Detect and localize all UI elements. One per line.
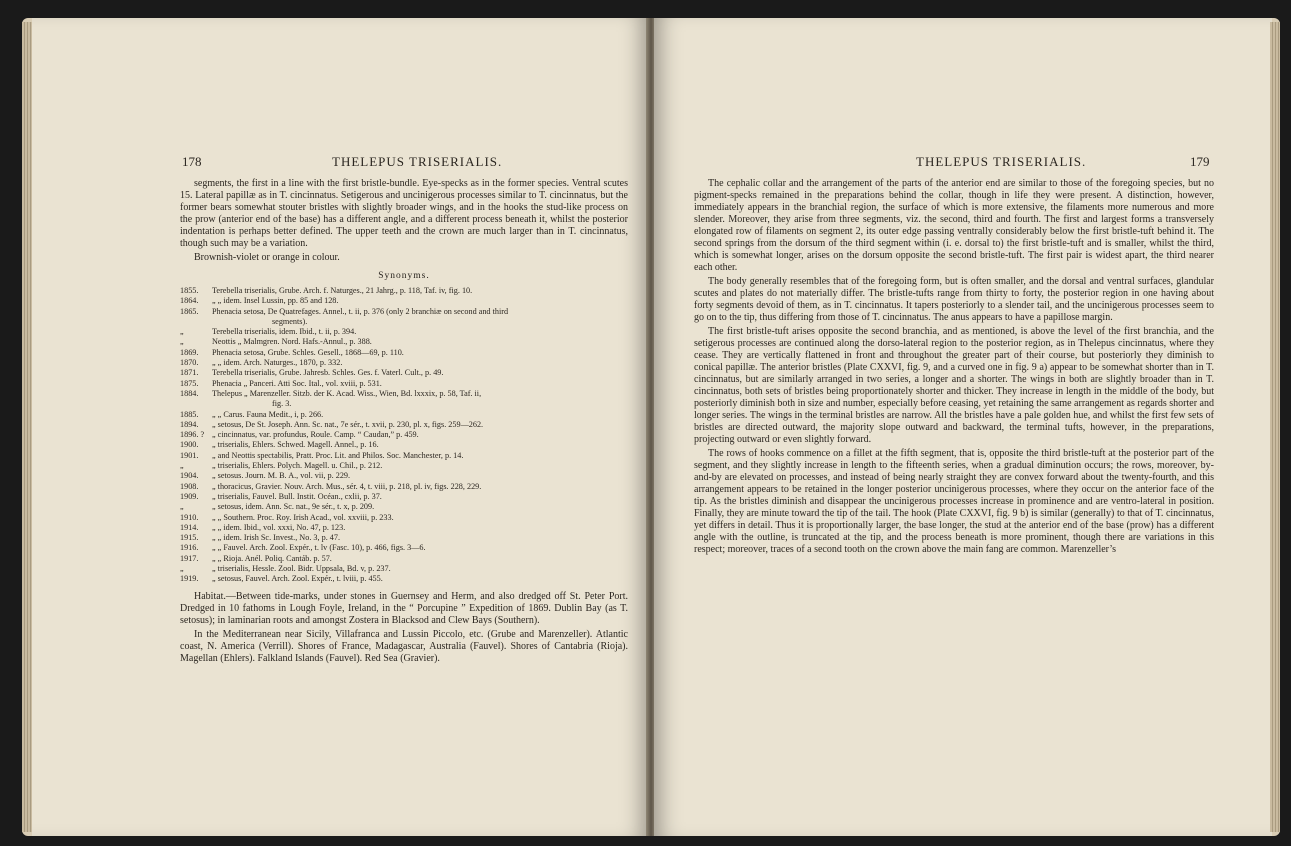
synonym-entry bbox=[180, 317, 628, 327]
left-running-head: THELEPUS TRISERIALIS. bbox=[332, 154, 503, 169]
synonym-citation: „ triserialis, Fauvel. Bull. Instit. Océan., cxlii, p. 37. bbox=[212, 491, 382, 501]
right-running-head: THELEPUS TRISERIALIS. bbox=[916, 154, 1087, 169]
synonym-year: 1865. bbox=[180, 306, 199, 316]
habitat-paragraph: In the Mediterranean near Sicily, Villafranca and Lussin Piccolo, etc. (Grube and Marenzeller). Atlantic coast, N. America (Verrill). Shores of France, Madagascar, Australia (Fauvel). Shores of Cantabria (Rioja). Magellan (Ehlers). Falkland Islands (Fauvel). Red Sea (Gravier). bbox=[180, 628, 628, 664]
synonym-citation: „ „ Rioja. Anél. Poliq. Cantáb. p. 57. bbox=[212, 553, 332, 563]
synonym-year: 1914. bbox=[180, 522, 199, 532]
synonym-entry bbox=[180, 430, 628, 440]
synonym-year: „ bbox=[180, 461, 184, 471]
body-paragraph: The rows of hooks commence on a fillet at the fifth segment, that is, opposite the third bristle-tuft at the posterior part of the segment, and they slightly increase in length to the fifteenth series, when a gradual diminution occurs; the rows, moreover, by-and-by are elevated on processes, and instead of being nearly straight they are convex forward about the twenty-fourth, and this arrangement appears to be retained in the longer posterior uncinigerous processes, where they occur on the anterior face of the tip. As the bristles diminish and disappear the uncinigerous processes increase in prominence and are ventro-lateral in position. Finally, they are minute toward the tip of the tail. The hook (Plate CXXVI, fig. 9 b) is similar (generally) to that of T. cincinnatus, yet differs in detail. Thus it is proportionally larger, the base longer, the stud at the anterior end of the base (prow) has a different angle with the outline, is truncated at the tip, and the process beneath is more prominent, though there are variations in this respect; moreover, traces of a second tooth on the crown above the main fang are common. Marenzeller’s bbox=[694, 448, 1214, 555]
synonym-entry bbox=[180, 307, 628, 317]
synonym-year: 1894. bbox=[180, 419, 199, 429]
synonym-year: 1855. bbox=[180, 286, 199, 295]
right-text-block bbox=[694, 178, 1214, 558]
synonym-entry bbox=[180, 420, 628, 430]
synonym-citation: Terebella triserialis, idem. Ibid., t. ii, p. 394. bbox=[212, 327, 357, 337]
synonym-entry bbox=[180, 296, 628, 306]
synonym-entry bbox=[180, 399, 628, 409]
synonym-citation: „ and Neottis spectabilis, Pratt. Proc. Lit. and Philos. Soc. Manchester, p. 14. bbox=[212, 450, 464, 460]
synonym-year: „ bbox=[180, 564, 184, 574]
synonym-citation: „ „ idem. Arch. Naturges., 1870, p. 332. bbox=[212, 358, 343, 368]
synonym-citation: „ setosus, idem. Ann. Sc. nat., 9e sér., t. x, p. 209. bbox=[212, 502, 375, 512]
synonym-entry bbox=[180, 348, 628, 358]
synonym-year: 1915. bbox=[180, 533, 199, 543]
synonym-year: „ bbox=[180, 337, 184, 347]
habitat-section bbox=[180, 591, 628, 665]
body-paragraph: The body generally resembles that of the foregoing form, but is often smaller, and the dorsal and ventral surfaces, glandular scutes and plates do not materially differ. The bristle-tufts range from thirty to forty, the posterior region in one having about forty segments devoid of them, as in T. cincinnatus. It tapers posteriorly to a slender tail, and the uncinigerous processes seem to go on to the tip, thus differing from those of T. cincinnatus. The anus appears to have a papillose margin. bbox=[694, 276, 1214, 323]
synonym-year bbox=[180, 317, 212, 327]
synonym-citation: „ setosus, Fauvel. Arch. Zool. Expér., t. lviii, p. 455. bbox=[212, 574, 383, 584]
synonym-year: „ bbox=[180, 327, 184, 337]
left-intro bbox=[180, 178, 628, 264]
synonym-citation: Thelepus „ Marenzeller. Sitzb. der K. Acad. Wiss., Wien, Bd. lxxxix, p. 58, Taf. ii, bbox=[212, 388, 482, 398]
synonym-year: 1908. bbox=[180, 481, 199, 491]
synonym-citation: „ „ Carus. Fauna Medit., i, p. 266. bbox=[212, 409, 324, 419]
synonym-entry bbox=[180, 502, 628, 512]
right-page bbox=[654, 18, 1272, 836]
synonym-entry bbox=[180, 471, 628, 481]
synonym-entry bbox=[180, 543, 628, 553]
synonym-entry bbox=[180, 513, 628, 523]
synonym-citation: „ „ idem. Irish Sc. Invest., No. 3, p. 47. bbox=[212, 533, 341, 543]
synonym-citation: „ triserialis, Ehlers. Schwed. Magell. Annel., p. 16. bbox=[212, 440, 379, 450]
synonym-citation: Neottis „ Malmgren. Nord. Hafs.-Annul., p. 388. bbox=[212, 337, 372, 347]
synonym-year: 1896. ? bbox=[180, 430, 205, 440]
synonym-entry bbox=[180, 451, 628, 461]
synonym-citation: Terebella triserialis, Grube. Arch. f. Naturges., 21 Jahrg., p. 118, Taf. iv, fig. 10. bbox=[212, 286, 473, 295]
synonym-entry bbox=[180, 554, 628, 564]
synonym-citation: „ triserialis, Hessle. Zool. Bidr. Uppsala, Bd. v, p. 237. bbox=[212, 564, 391, 574]
synonym-year: 1884. bbox=[180, 388, 199, 398]
left-page-number: 178 bbox=[182, 154, 202, 169]
synonym-list bbox=[180, 286, 628, 585]
open-book bbox=[22, 18, 1280, 836]
synonym-entry bbox=[180, 358, 628, 368]
synonym-entry bbox=[180, 368, 628, 378]
synonym-entry bbox=[180, 492, 628, 502]
synonym-year: 1885. bbox=[180, 409, 199, 419]
synonym-entry bbox=[180, 379, 628, 389]
synonym-year: 1909. bbox=[180, 491, 199, 501]
body-paragraph: The first bristle-tuft arises opposite the second branchia, and as mentioned, is above the level of the first branchia, and the setigerous processes are continued along the dorso-lateral region to the posterior region, as in Thelepus cincinnatus, where they cease. They are vertically flattened in front and throughout the greater part of their course, but posteriorly they diminish to conical papillæ. The anterior bristles (Plate CXXVI, fig. 9, and a curved one in fig. 9 a) appear to be somewhat shorter than in T. cincinnatus, but are similarly arranged in two series, a longer and a shorter. The wings in both are slightly broader than in T. cincinnatus, both sets of bristles being proportionately shorter and thicker. They increase in length in the middle of the body, but posteriorly diminish both in size and number, especially before ceasing, yet retaining the same arrangement as regards shorter and longer series. The wings in the terminal bristles are narrow. All the bristles have a pale golden hue, and whilst the first few sets of bristles are directed outward, the majority slope outward and backward, the terminal tufts, however, in the preparations, projecting outward or even slightly forward. bbox=[694, 326, 1214, 445]
synonym-year: 1870. bbox=[180, 358, 199, 368]
synonym-citation: Phenacia setosa, De Quatrefages. Annel., t. ii, p. 376 (only 2 branchiæ on second and third bbox=[212, 306, 509, 316]
synonym-citation: Phenacia „ Panceri. Atti Soc. Ital., vol. xviii, p. 531. bbox=[212, 378, 382, 388]
right-page-number: 179 bbox=[1190, 154, 1210, 169]
body-paragraph: The cephalic collar and the arrangement of the parts of the anterior end are similar to those of the foregoing species, but no pigment-specks remained in the preparations behind the collar, though in life they were present. A distinction, however, immediately appears in the branchial region, the surface of which is more extensive, the filaments more numerous and more slender. Moreover, they arise from three segments, viz. the second, third and fourth. The first and largest forms a transversely elongated row of filaments on segment 2, its outer edge passing ventrally considerably below the first bristle-tuft behind it. The second springs from the dorsum of the third segment within (i. e. dorsal to) the first bristle-tuft and is smaller, whilst the third, which is somewhat longer, arises on the dorsum opposite the second bristle-tuft. The first pair is widest apart, the third nearer each other. bbox=[694, 178, 1214, 273]
synonym-year: 1901. bbox=[180, 450, 199, 460]
synonym-citation: „ „ idem. Insel Lussin, pp. 85 and 128. bbox=[212, 296, 339, 306]
synonym-year: 1900. bbox=[180, 440, 199, 450]
synonym-entry bbox=[180, 410, 628, 420]
body-paragraph: Brownish-violet or orange in colour. bbox=[194, 252, 340, 263]
synonym-citation: segments). bbox=[272, 316, 308, 326]
synonym-entry bbox=[180, 461, 628, 471]
synonym-year: 1869. bbox=[180, 347, 199, 357]
synonym-citation: „ „ idem. Ibid., vol. xxxi, No. 47, p. 123. bbox=[212, 522, 346, 532]
left-page bbox=[32, 18, 648, 836]
synonym-citation: Terebella triserialis, Grube. Jahresb. Schles. Ges. f. Vaterl. Cult., p. 49. bbox=[212, 368, 444, 378]
synonym-year: 1910. bbox=[180, 512, 199, 522]
synonym-year: 1919. bbox=[180, 574, 199, 584]
synonym-year: 1917. bbox=[180, 553, 199, 563]
synonym-entry bbox=[180, 327, 628, 337]
synonym-citation: „ cincinnatus, var. profundus, Roule. Camp. “ Caudan,” p. 459. bbox=[212, 430, 419, 440]
synonym-year: 1875. bbox=[180, 378, 199, 388]
synonym-citation: „ „ Southern. Proc. Roy. Irish Acad., vol. xxviii, p. 233. bbox=[212, 512, 394, 522]
synonym-entry bbox=[180, 440, 628, 450]
synonym-year: 1871. bbox=[180, 368, 199, 378]
synonyms-heading: Synonyms. bbox=[378, 271, 430, 281]
synonym-citation: „ „ Fauvel. Arch. Zool. Expér., t. lv (Fasc. 10), p. 466, figs. 3—6. bbox=[212, 543, 426, 553]
synonym-citation: „ thoracicus, Gravier. Nouv. Arch. Mus., sér. 4, t. viii, p. 218, pl. iv, figs. 228, 229. bbox=[212, 481, 482, 491]
synonym-citation: „ setosus. Journ. M. B. A., vol. vii, p. 229. bbox=[212, 471, 351, 481]
synonym-entry bbox=[180, 286, 628, 296]
synonym-citation: „ triserialis, Ehlers. Polych. Magell. u. Chil., p. 212. bbox=[212, 461, 383, 471]
left-text-block bbox=[180, 178, 628, 667]
synonym-citation: fig. 3. bbox=[272, 399, 292, 409]
synonym-entry bbox=[180, 523, 628, 533]
synonym-year: 1916. bbox=[180, 543, 199, 553]
synonym-entry bbox=[180, 389, 628, 399]
synonym-year: 1904. bbox=[180, 471, 199, 481]
synonym-year bbox=[180, 399, 212, 409]
synonym-year: „ bbox=[180, 502, 184, 512]
synonym-entry bbox=[180, 337, 628, 347]
synonym-entry bbox=[180, 564, 628, 574]
synonym-entry bbox=[180, 574, 628, 584]
synonym-entry bbox=[180, 482, 628, 492]
body-paragraph: segments, the first in a line with the first bristle-bundle. Eye-specks as in the former species. Ventral scutes 15. Lateral papillæ as in T. cincinnatus. Setigerous and uncinigerous processes similar to T. cincinnatus, but the former bears somewhat stouter bristles with slightly broader wings, and in the hooks the stud-like process on the prow (anterior end of the base) has a different angle, and a different process beneath it, whilst the posterior indentation is perhaps better defined. The upper teeth and the crown are much larger than in T. cincinnatus, though such may be a variation. bbox=[180, 178, 628, 249]
synonym-citation: „ setosus, De St. Joseph. Ann. Sc. nat., 7e sér., t. xvii, p. 230, pl. x, figs. 259—262. bbox=[212, 419, 484, 429]
habitat-paragraph: Habitat.—Between tide-marks, under stones in Guernsey and Herm, and also dredged off St. Peter Port. Dredged in 10 fathoms in Lough Foyle, Ireland, in the “ Porcupine ” Expedition of 1869. Dublin Bay (as T. setosus); in laminarian roots and amongst Zostera in Blacksod and Clew Bays (Southern). bbox=[180, 590, 628, 626]
page-edges-right bbox=[1270, 22, 1280, 832]
synonym-citation: Phenacia setosa, Grube. Schles. Gesell., 1868—69, p. 110. bbox=[212, 347, 404, 357]
synonym-year: 1864. bbox=[180, 296, 199, 306]
synonym-entry bbox=[180, 533, 628, 543]
